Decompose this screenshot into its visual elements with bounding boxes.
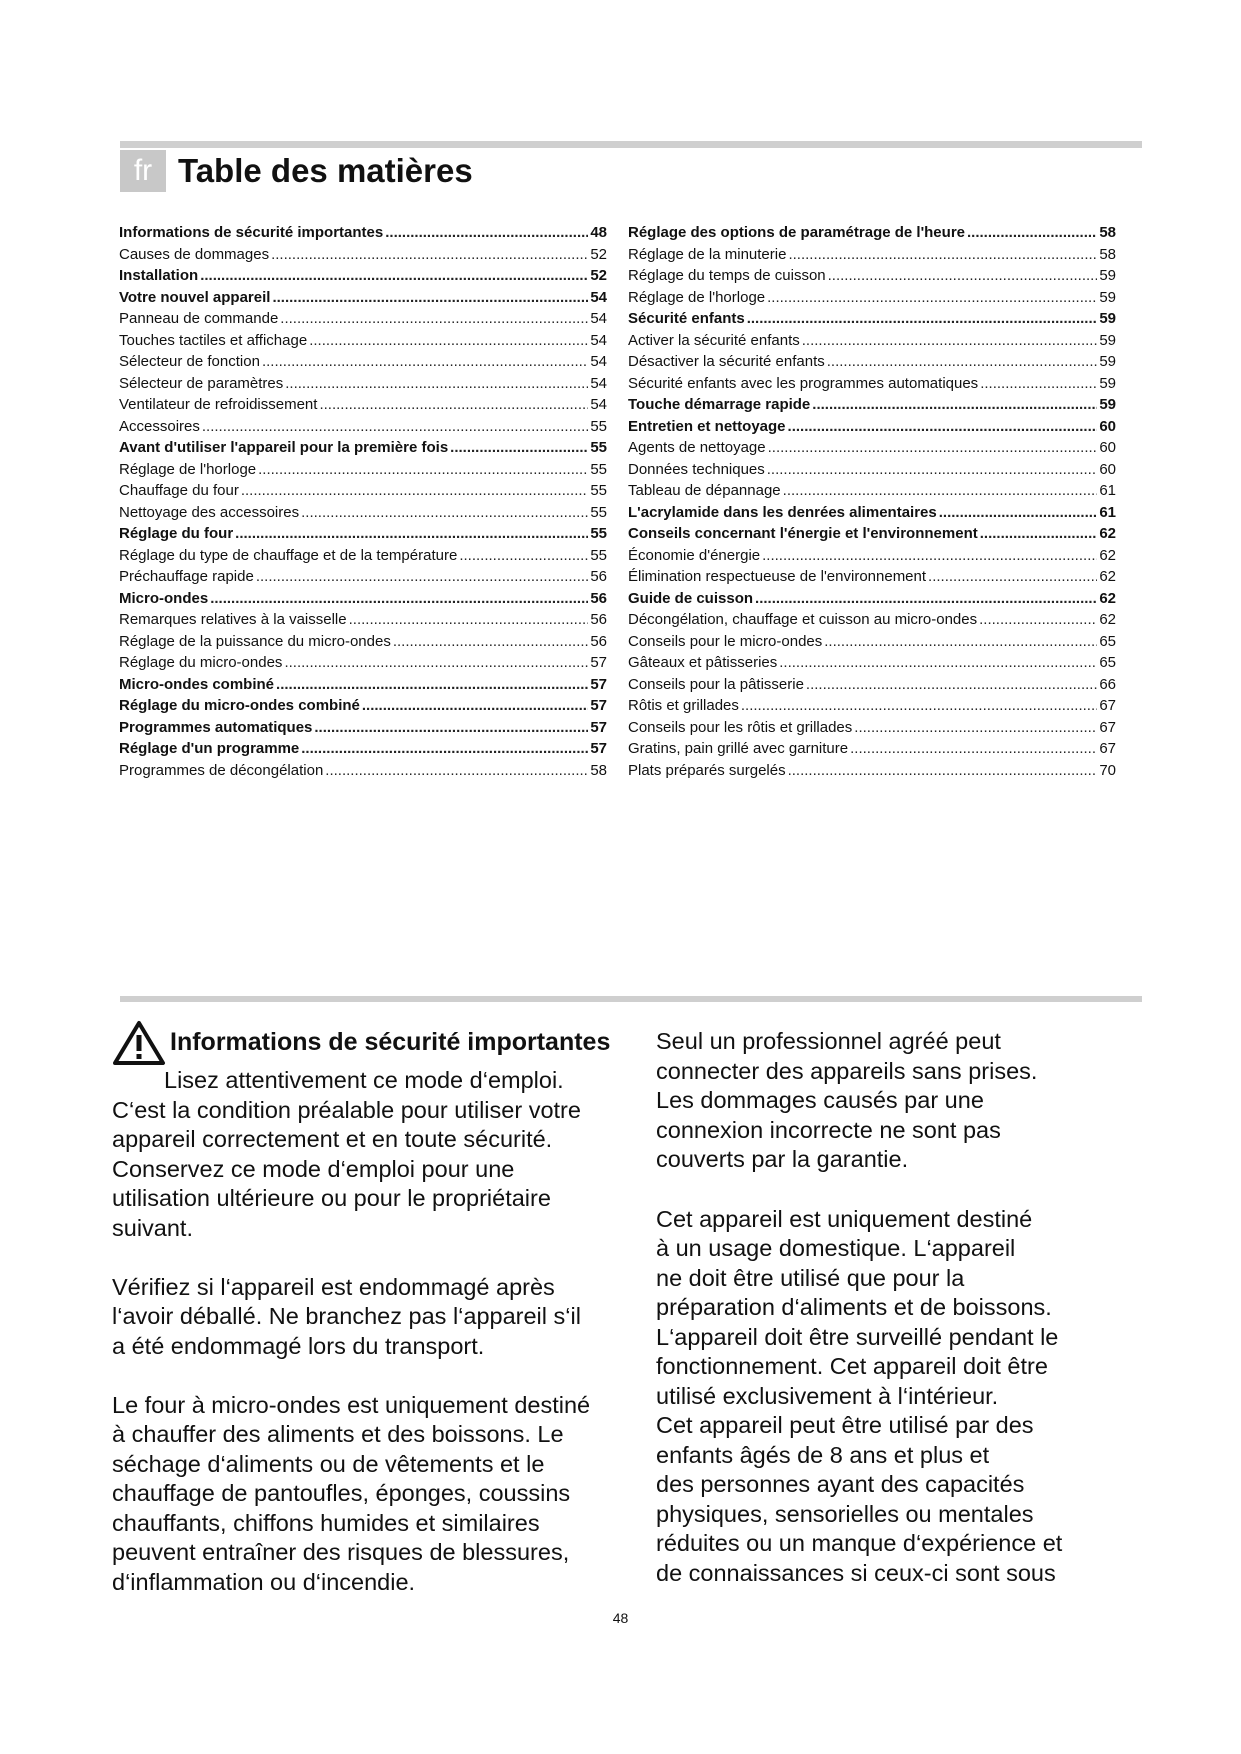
toc-entry[interactable]	[628, 738, 1116, 760]
toc-entry-page: 62	[1099, 546, 1116, 564]
toc-dot-leader	[979, 609, 1097, 631]
toc-entry-title: Agents de nettoyage	[628, 439, 766, 456]
toc-entry[interactable]	[628, 416, 1116, 438]
toc-entry-title: Réglage de l'horloge	[628, 288, 766, 306]
toc-entry-title: Avant d'utiliser l'appareil pour la première fois	[119, 439, 449, 456]
toc-entry-page: 61	[1099, 503, 1116, 521]
toc-entry-title: Informations de sécurité importantes	[119, 224, 384, 241]
toc-entry-page: 59	[1099, 288, 1116, 306]
toc-entry-page: 55	[590, 417, 607, 435]
toc-entry[interactable]	[119, 416, 607, 438]
toc-entry-title: Remarques relatives à la vaisselle	[119, 611, 347, 628]
text-line: C‘est la condition préalable pour utiliser votre	[112, 1096, 581, 1123]
toc-dot-leader	[828, 265, 1098, 287]
toc-dot-leader	[783, 480, 1098, 502]
toc-entry-page: 58	[1099, 245, 1116, 263]
toc-entry-page: 56	[590, 568, 607, 585]
toc-dot-leader	[276, 674, 588, 696]
toc-entry-page: 59	[1099, 353, 1116, 370]
toc-entry-page: 62	[1099, 589, 1116, 607]
text-line: chauffage de pantoufles, éponges, coussins	[112, 1480, 571, 1506]
toc-entry-title: Tableau de dépannage	[628, 482, 781, 499]
toc-entry[interactable]	[628, 631, 1116, 653]
toc-dot-leader	[272, 287, 588, 309]
toc-entry-title: Réglage de la minuterie	[628, 245, 787, 263]
text-line: de connaissances si ceux-ci sont sous	[656, 1559, 1056, 1586]
toc-entry[interactable]	[119, 394, 607, 416]
text-line: des personnes ayant des capacités	[656, 1471, 1025, 1497]
toc-entry-page: 67	[1099, 740, 1116, 757]
toc-entry[interactable]	[119, 674, 607, 696]
toc-dot-leader	[788, 760, 1098, 782]
toc-entry-title: Micro-ondes combiné	[119, 675, 275, 693]
toc-entry-page: 55	[590, 525, 607, 542]
toc-entry[interactable]	[119, 738, 607, 760]
section-divider	[120, 996, 1142, 1002]
toc-entry-page: 57	[590, 654, 607, 671]
text-line: chauffants, chiffons humides et similaires	[112, 1509, 540, 1536]
toc-entry-page: 55	[590, 546, 607, 564]
toc-entry-title: Sécurité enfants	[628, 310, 745, 327]
toc-dot-leader	[301, 738, 588, 760]
text-line: physiques, sensorielles ou mentales	[656, 1500, 1034, 1527]
toc-dot-leader	[850, 738, 1097, 760]
toc-entry-title: Décongélation, chauffage et cuisson au micro-ondes	[628, 611, 978, 628]
toc-entry[interactable]	[119, 287, 607, 309]
toc-entry-page: 62	[1099, 525, 1116, 542]
toc-entry[interactable]	[119, 222, 607, 244]
text-line: à chauffer des aliments et des boissons. Le	[112, 1421, 564, 1447]
page-number: 48	[612, 1610, 629, 1626]
toc-dot-leader	[812, 394, 1097, 416]
toc-dot-leader	[210, 588, 588, 610]
text-line: Cet appareil est uniquement destiné	[656, 1205, 1033, 1232]
toc-dot-leader	[258, 459, 588, 481]
toc-entry-title: Gratins, pain grillé avec garniture	[628, 740, 849, 757]
toc-entry-page: 60	[1099, 439, 1116, 456]
toc-entry-title: Panneau de commande	[119, 310, 279, 327]
toc-entry-page: 56	[590, 611, 607, 628]
toc-entry-title: Réglage du four	[119, 525, 234, 542]
toc-entry-page: 55	[590, 503, 607, 521]
toc-entry-page: 67	[1099, 718, 1116, 736]
text-line: appareil correctement et en toute sécurité.	[112, 1126, 553, 1152]
toc-entry-title: Ventilateur de refroidissement	[119, 396, 318, 413]
warning-icon	[112, 1020, 166, 1066]
toc-entry-page: 54	[590, 331, 607, 349]
toc-entry[interactable]	[119, 330, 607, 352]
toc-dot-leader	[824, 631, 1097, 653]
text-line: séchage d‘aliments ou de vêtements et le	[112, 1450, 545, 1477]
toc-entry-title: L'acrylamide dans les denrées alimentaires	[628, 503, 937, 521]
toc-entry-title: Touches tactiles et affichage	[119, 331, 308, 349]
text-line: peuvent entraîner des risques de blessures,	[112, 1539, 570, 1565]
toc-dot-leader	[762, 545, 1097, 567]
toc-entry-title: Conseils pour les rôtis et grillades	[628, 718, 853, 736]
toc-entry[interactable]	[628, 373, 1116, 395]
right-paragraph-2	[656, 1205, 1126, 1589]
toc-entry-title: Plats préparés surgelés	[628, 761, 786, 779]
toc-entry[interactable]	[119, 717, 607, 739]
toc-entry-title: Réglage du micro-ondes combiné	[119, 697, 360, 714]
toc-entry[interactable]	[119, 588, 607, 610]
toc-entry-title: Activer la sécurité enfants	[628, 331, 800, 349]
toc-dot-leader	[325, 760, 588, 782]
toc-dot-leader	[747, 308, 1098, 330]
toc-dot-leader	[262, 351, 588, 373]
text-line: utilisation ultérieure ou pour le propriétaire	[112, 1185, 551, 1211]
toc-entry[interactable]	[628, 523, 1116, 545]
toc-entry[interactable]	[119, 265, 607, 287]
toc-entry-page: 52	[590, 245, 607, 263]
language-badge: fr	[120, 150, 166, 192]
toc-entry-title: Données techniques	[628, 460, 765, 478]
toc-entry-page: 67	[1099, 697, 1116, 714]
toc-entry[interactable]	[628, 308, 1116, 330]
safety-paragraph-3	[112, 1391, 642, 1598]
toc-entry-page: 59	[1099, 331, 1116, 349]
toc-dot-leader	[349, 609, 589, 631]
text-line: Lisez attentivement ce mode d‘emploi.	[164, 1067, 564, 1093]
toc-dot-leader	[301, 502, 588, 524]
toc-entry[interactable]	[628, 695, 1116, 717]
toc-entry-title: Rôtis et grillades	[628, 697, 739, 714]
toc-dot-leader	[768, 437, 1098, 459]
toc-dot-leader	[271, 244, 588, 266]
toc-entry-title: Réglage du type de chauffage et de la température	[119, 546, 458, 564]
top-divider	[120, 141, 1142, 148]
text-line: suivant.	[112, 1214, 193, 1241]
toc-entry[interactable]	[119, 523, 607, 545]
toc-entry-page: 60	[1099, 417, 1116, 435]
text-line: préparation d‘aliments et de boissons.	[656, 1294, 1052, 1320]
toc-entry-title: Chauffage du four	[119, 482, 239, 499]
toc-entry-title: Gâteaux et pâtisseries	[628, 654, 778, 671]
toc-entry-title: Conseils pour la pâtisserie	[628, 675, 804, 693]
toc-entry-page: 59	[1099, 396, 1116, 413]
text-line: couverts par la garantie.	[656, 1146, 909, 1172]
toc-entry[interactable]	[628, 459, 1116, 481]
toc-dot-leader	[928, 566, 1097, 588]
toc-dot-leader	[779, 652, 1097, 674]
toc-entry[interactable]	[119, 545, 607, 567]
toc-entry-title: Réglage de l'horloge	[119, 460, 257, 478]
toc-entry[interactable]	[628, 330, 1116, 352]
toc-entry[interactable]	[119, 609, 607, 631]
toc-entry-title: Sélecteur de paramètres	[119, 374, 284, 392]
toc-entry-page: 65	[1099, 632, 1116, 650]
text-line: Vérifiez si l‘appareil est endommagé après	[112, 1273, 555, 1300]
toc-entry-page: 54	[590, 310, 607, 327]
safety-section	[112, 1020, 642, 1597]
right-paragraph-1	[656, 1027, 1126, 1175]
toc-entry[interactable]	[119, 351, 607, 373]
toc-entry-title: Installation	[119, 267, 199, 284]
toc-entry[interactable]	[119, 760, 607, 782]
toc-entry-page: 54	[590, 288, 607, 306]
toc-dot-leader	[767, 459, 1098, 481]
toc-entry[interactable]	[119, 244, 607, 266]
toc-entry-page: 59	[1099, 374, 1116, 392]
toc-entry-title: Conseils concernant l'énergie et l'environnement	[628, 525, 978, 542]
toc-entry[interactable]	[119, 373, 607, 395]
toc-dot-leader	[967, 222, 1097, 244]
toc-entry[interactable]	[628, 265, 1116, 287]
toc-entry[interactable]	[628, 588, 1116, 610]
toc-entry[interactable]	[628, 566, 1116, 588]
toc-entry-page: 54	[590, 396, 607, 413]
toc-entry-page: 70	[1099, 761, 1116, 779]
text-line: Cet appareil peut être utilisé par des	[656, 1412, 1034, 1438]
text-line: Seul un professionnel agréé peut	[656, 1028, 1001, 1054]
toc-entry-title: Programmes automatiques	[119, 718, 313, 736]
toc-entry-title: Votre nouvel appareil	[119, 288, 271, 306]
safety-heading	[112, 1020, 642, 1066]
toc-dot-leader	[284, 652, 588, 674]
toc-entry[interactable]	[119, 566, 607, 588]
toc-entry[interactable]	[628, 287, 1116, 309]
toc-dot-leader	[235, 523, 588, 545]
toc-entry-page: 48	[590, 224, 607, 241]
toc-entry-page: 56	[590, 589, 607, 607]
toc-entry[interactable]	[119, 308, 607, 330]
toc-entry[interactable]	[119, 652, 607, 674]
toc-entry[interactable]	[628, 502, 1116, 524]
toc-dot-leader	[280, 308, 588, 330]
toc-dot-leader	[806, 674, 1097, 696]
toc-entry-title: Réglage du temps de cuisson	[628, 267, 826, 284]
toc-entry[interactable]	[628, 760, 1116, 782]
toc-dot-leader	[459, 545, 588, 567]
text-line: connexion incorrecte ne sont pas	[656, 1116, 1001, 1143]
toc-entry-page: 57	[590, 740, 607, 757]
toc-entry-title: Sécurité enfants avec les programmes automatiques	[628, 374, 979, 392]
text-line: enfants âgés de 8 ans et plus et	[656, 1441, 990, 1468]
toc-entry[interactable]	[628, 244, 1116, 266]
toc-entry-title: Désactiver la sécurité enfants	[628, 353, 825, 370]
toc-dot-leader	[854, 717, 1097, 739]
toc-entry-title: Entretien et nettoyage	[628, 417, 786, 435]
text-line: L‘appareil doit être surveillé pendant le	[656, 1323, 1059, 1350]
toc-entry-page: 57	[590, 675, 607, 693]
toc-entry-title: Micro-ondes	[119, 589, 209, 607]
toc-dot-leader	[241, 480, 588, 502]
toc-dot-leader	[362, 695, 588, 717]
toc-entry[interactable]	[628, 545, 1116, 567]
toc-entry-title: Accessoires	[119, 417, 200, 435]
toc-entry-title: Touche démarrage rapide	[628, 396, 811, 413]
text-line: réduites ou un manque d‘expérience et	[656, 1530, 1063, 1556]
toc-entry[interactable]	[119, 480, 607, 502]
toc-entry[interactable]	[628, 480, 1116, 502]
toc-dot-leader	[450, 437, 588, 459]
toc-entry-page: 55	[590, 439, 607, 456]
toc-entry[interactable]	[628, 351, 1116, 373]
toc-dot-leader	[202, 416, 588, 438]
right-text-column	[656, 1027, 1126, 1588]
toc-entry[interactable]	[119, 502, 607, 524]
toc-right-column	[628, 222, 1116, 781]
toc-entry-page: 62	[1099, 611, 1116, 628]
toc-entry-title: Réglage du micro-ondes	[119, 654, 283, 671]
toc-entry-title: Réglage d'un programme	[119, 740, 300, 757]
text-line: utilisé exclusivement à l‘intérieur.	[656, 1382, 999, 1409]
toc-entry-title: Préchauffage rapide	[119, 568, 254, 585]
toc-dot-leader	[767, 287, 1097, 309]
toc-dot-leader	[314, 717, 588, 739]
toc-entry-title: Élimination respectueuse de l'environnement	[628, 568, 927, 585]
toc-entry-title: Guide de cuisson	[628, 589, 754, 607]
toc-entry-title: Sélecteur de fonction	[119, 353, 260, 370]
toc-entry[interactable]	[628, 652, 1116, 674]
safety-paragraph-2	[112, 1273, 642, 1362]
toc-entry[interactable]	[628, 437, 1116, 459]
toc-entry[interactable]	[628, 609, 1116, 631]
toc-dot-leader	[788, 416, 1098, 438]
toc-dot-leader	[741, 695, 1097, 717]
toc-entry-page: 58	[1099, 224, 1116, 241]
toc-entry-title: Conseils pour le micro-ondes	[628, 632, 823, 650]
toc-entry[interactable]	[628, 222, 1116, 244]
toc-dot-leader	[385, 222, 588, 244]
toc-entry-title: Réglage de la puissance du micro-ondes	[119, 632, 391, 650]
text-line: a été endommagé lors du transport.	[112, 1332, 485, 1359]
toc-entry-title: Nettoyage des accessoires	[119, 503, 300, 521]
toc-entry[interactable]	[119, 631, 607, 653]
toc-entry-page: 54	[590, 353, 607, 370]
toc-entry-page: 55	[590, 460, 607, 478]
toc-entry-page: 52	[590, 267, 607, 284]
text-line: Les dommages causés par une	[656, 1087, 984, 1113]
page-title: Table des matières	[178, 152, 473, 189]
text-line: Le four à micro-ondes est uniquement destiné	[112, 1391, 591, 1418]
toc-entry-page: 60	[1099, 460, 1116, 478]
toc-entry-title: Causes de dommages	[119, 245, 270, 263]
toc-dot-leader	[309, 330, 588, 352]
toc-entry-page: 61	[1099, 482, 1116, 499]
text-line: connecter des appareils sans prises.	[656, 1057, 1038, 1084]
page-header	[120, 150, 473, 192]
toc-entry-page: 54	[590, 374, 607, 392]
toc-dot-leader	[788, 244, 1097, 266]
toc-dot-leader	[393, 631, 588, 653]
toc-dot-leader	[200, 265, 588, 287]
text-line: fonctionnement. Cet appareil doit être	[656, 1353, 1048, 1379]
toc-entry-title: Économie d'énergie	[628, 546, 761, 564]
text-line: l‘avoir déballé. Ne branchez pas l‘appareil s‘il	[112, 1303, 581, 1329]
toc-dot-leader	[256, 566, 588, 588]
toc-entry-title: Réglage des options de paramétrage de l'heure	[628, 224, 965, 241]
toc-dot-leader	[319, 394, 588, 416]
toc-dot-leader	[755, 588, 1097, 610]
toc-entry[interactable]	[628, 394, 1116, 416]
toc-dot-leader	[285, 373, 588, 395]
toc-entry[interactable]	[119, 695, 607, 717]
toc-entry-page: 57	[590, 718, 607, 736]
toc-entry[interactable]	[119, 437, 607, 459]
toc-entry-page: 66	[1099, 675, 1116, 693]
toc-entry[interactable]	[119, 459, 607, 481]
toc-dot-leader	[939, 502, 1098, 524]
toc-dot-leader	[980, 523, 1098, 545]
toc-left-column	[119, 222, 607, 781]
toc-dot-leader	[980, 373, 1097, 395]
toc-dot-leader	[802, 330, 1098, 352]
text-line: Conservez ce mode d‘emploi pour une	[112, 1155, 515, 1182]
toc-entry[interactable]	[628, 674, 1116, 696]
toc-entry[interactable]	[628, 717, 1116, 739]
toc-entry-page: 59	[1099, 310, 1116, 327]
toc-entry-title: Programmes de décongélation	[119, 761, 324, 779]
toc-entry-page: 58	[590, 761, 607, 779]
toc-entry-page: 55	[590, 482, 607, 499]
text-line: ne doit être utilisé que pour la	[656, 1264, 965, 1291]
safety-title: Informations de sécurité importantes	[170, 1028, 611, 1057]
toc-entry-page: 56	[590, 632, 607, 650]
toc-entry-page: 62	[1099, 568, 1116, 585]
toc-entry-page: 65	[1099, 654, 1116, 671]
safety-paragraph-1	[112, 1066, 642, 1243]
toc-dot-leader	[827, 351, 1098, 373]
text-line: d‘inflammation ou d‘incendie.	[112, 1568, 416, 1595]
toc-entry-page: 59	[1099, 267, 1116, 284]
toc-entry-page: 57	[590, 697, 607, 714]
text-line: à un usage domestique. L‘appareil	[656, 1235, 1016, 1261]
